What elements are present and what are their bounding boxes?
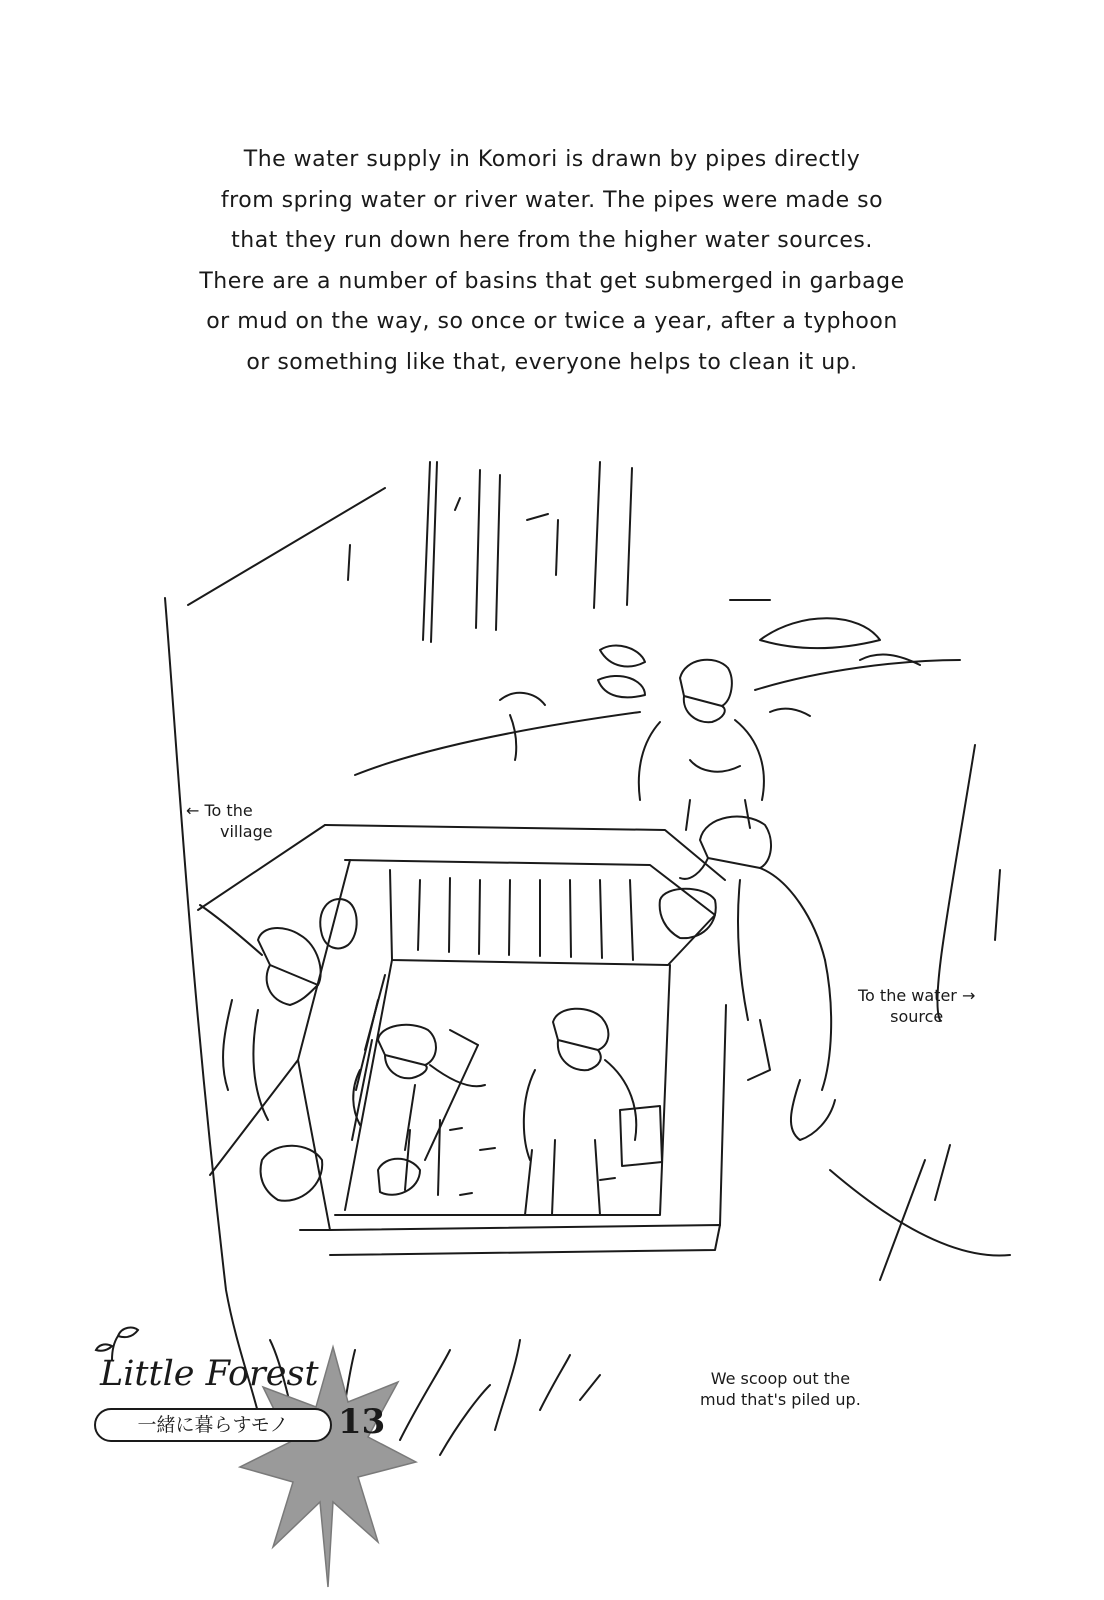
caption-line: There are a number of basins that get submerged in garbage bbox=[199, 268, 905, 294]
annotation-to-water-source bbox=[858, 985, 975, 1027]
annotation-line: mud that's piled up. bbox=[700, 1390, 861, 1409]
annotation-line: We scoop out the bbox=[710, 1369, 851, 1388]
caption-text bbox=[120, 140, 984, 383]
logo-subtitle: 一緒に暮らすモノ bbox=[94, 1408, 332, 1442]
worker-shovel bbox=[353, 1025, 485, 1195]
path-edges bbox=[165, 488, 1010, 1420]
worker-bucket bbox=[660, 817, 835, 1140]
tree-trunks bbox=[348, 462, 632, 642]
worker-left bbox=[200, 905, 322, 1201]
chapter-logo bbox=[88, 1322, 418, 1592]
worker-center bbox=[524, 1009, 662, 1215]
caption-line: or something like that, everyone helps to clean it up. bbox=[246, 349, 858, 375]
annotation-scoop-mud bbox=[700, 1368, 861, 1410]
worker-top bbox=[639, 660, 764, 830]
logo-title: Little Forest bbox=[100, 1354, 319, 1394]
caption-line: from spring water or river water. The pipes were made so bbox=[220, 187, 884, 213]
annotation-line: source bbox=[890, 1007, 944, 1026]
caption-line: or mud on the way, so once or twice a year, after a typhoon bbox=[206, 309, 898, 334]
annotation-line: To the water → bbox=[858, 986, 976, 1005]
caption-line: that they run down here from the higher water sources. bbox=[231, 228, 873, 253]
annotation-line: village bbox=[220, 822, 273, 841]
annotation-to-village bbox=[186, 800, 273, 842]
water-basin bbox=[198, 825, 726, 1255]
chapter-number: 13 bbox=[338, 1402, 386, 1442]
annotation-line: ← To the bbox=[186, 801, 253, 820]
caption-line: The water supply in Komori is drawn by pipes directly bbox=[243, 147, 861, 172]
